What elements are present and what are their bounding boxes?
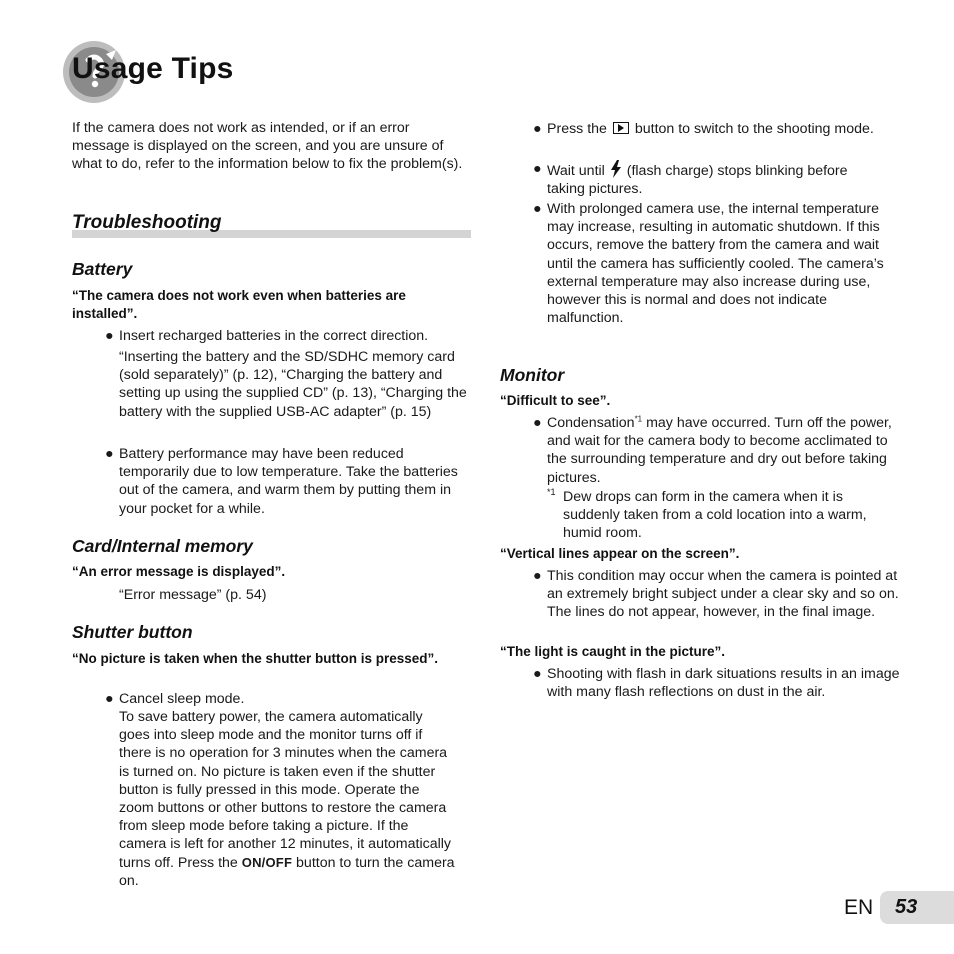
footnote-ref: *1 bbox=[634, 414, 643, 424]
page-number: 53 bbox=[895, 896, 918, 918]
bullet-dot: ● bbox=[533, 666, 542, 682]
bullet-dot: ● bbox=[105, 691, 114, 707]
battery-heading: Battery bbox=[72, 259, 133, 279]
battery-bullet-1-text: Insert recharged batteries in the correct direction. bbox=[119, 328, 429, 344]
flash-charge-icon bbox=[610, 160, 622, 178]
press-text-a: Press the bbox=[547, 121, 607, 137]
battery-bullet-2-text: Battery performance may have been reduced temporarily due to low temperature. Take the batteries out of the camera, and warm them by putting them in your pocket for a while. bbox=[119, 446, 458, 517]
battery-bullet-2 bbox=[105, 445, 469, 518]
right-bullet-prolonged bbox=[533, 200, 892, 327]
shutter-bullet-1-text: Cancel sleep mode. bbox=[119, 691, 245, 707]
bullet-dot: ● bbox=[533, 568, 542, 584]
bullet-dot: ● bbox=[105, 446, 114, 462]
footnote-mark: *1 bbox=[547, 487, 556, 497]
battery-question: “The camera does not work even when batteries are installed”. bbox=[72, 288, 406, 321]
shutter-bullet-1 bbox=[105, 690, 459, 708]
battery-bullet-1 bbox=[105, 327, 469, 345]
onoff-button-label: ON/OFF bbox=[241, 854, 293, 870]
bullet-dot: ● bbox=[533, 121, 542, 137]
monitor-bullet-2-text: This condition may occur when the camera is pointed at an extremely bright subject under a clear sky and so on. The lines do not appear, however, in the final image. bbox=[547, 568, 899, 621]
playback-button-icon bbox=[613, 122, 629, 134]
monitor-bullet-1-b: may have occurred. Turn off the power, and wait for the camera body to become acclimated to the surrounding temperature and dry out before taking pictures. bbox=[547, 415, 892, 486]
card-question: “An error message is displayed”. bbox=[72, 564, 286, 579]
shutter-question: “No picture is taken when the shutter button is pressed”. bbox=[72, 651, 439, 666]
language-label: EN bbox=[844, 896, 874, 919]
page-title: Usage Tips bbox=[72, 52, 234, 85]
card-heading: Card/Internal memory bbox=[72, 536, 253, 556]
monitor-bullet-1-a: Condensation bbox=[547, 415, 635, 431]
wait-text-b: (flash charge) stops blinking before taking pictures. bbox=[547, 163, 848, 198]
shutter-detail-tail: button to turn the camera on. bbox=[119, 854, 455, 889]
press-text-b: button to switch to the shooting mode. bbox=[634, 121, 874, 137]
footnote-text: Dew drops can form in the camera when it is suddenly taken from a cold location into a warm, humid room. bbox=[563, 489, 867, 542]
monitor-bullet-3-text: Shooting with flash in dark situations results in an image with many flash reflections on dust in the air. bbox=[547, 666, 900, 701]
battery-reference: “Inserting the battery and the SD/SDHC memory card (sold separately)” (p. 12), “Charging the battery and setting up using the supplied CD” (p. 13), “Charging the battery with the supplied USB-AC adapter” (p. 15) bbox=[119, 349, 467, 420]
bullet-dot: ● bbox=[533, 201, 542, 217]
monitor-question-3: “The light is caught in the picture”. bbox=[500, 644, 726, 659]
section-title: Troubleshooting bbox=[72, 212, 222, 233]
monitor-bullet-1 bbox=[533, 414, 897, 487]
card-reference: “Error message” (p. 54) bbox=[119, 587, 267, 603]
bullet-dot: ● bbox=[533, 161, 542, 177]
monitor-bullet-2 bbox=[533, 567, 902, 622]
bullet-dot: ● bbox=[533, 415, 542, 431]
monitor-bullet-3 bbox=[533, 665, 902, 701]
shutter-detail-text: To save battery power, the camera automatically goes into sleep mode and the monitor turns off if there is no operation for 3 minutes when the camera is turned on. No picture is taken even if the shutter button is fully pressed in this mode. Operate the zoom buttons or other buttons to restore the camera from sleep mode before taking a picture. If the camera is left for another 12 minutes, it automatically turns off. Press the bbox=[119, 709, 451, 871]
right-bullet-press bbox=[533, 120, 887, 138]
monitor-question-1: “Difficult to see”. bbox=[500, 393, 611, 408]
shutter-heading: Shutter button bbox=[72, 622, 193, 642]
monitor-question-2: “Vertical lines appear on the screen”. bbox=[500, 546, 740, 561]
right-bullet-wait bbox=[533, 160, 887, 198]
prolonged-text: With prolonged camera use, the internal temperature may increase, resulting in automatic shutdown. If this occurs, remove the battery from the camera and wait until the camera has sufficiently cooled. The camera’s external temperature may also increase during use, however this is normal and does not indicate malfunction. bbox=[547, 201, 884, 327]
wait-text-a: Wait until bbox=[547, 163, 605, 179]
shutter-detail bbox=[119, 708, 457, 890]
intro-text: If the camera does not work as intended, or if an error message is displayed on the screen, and you are unsure of what to do, refer to the information below to fix the problem(s). bbox=[72, 120, 463, 173]
bullet-dot: ● bbox=[105, 328, 114, 344]
monitor-heading: Monitor bbox=[500, 365, 565, 385]
